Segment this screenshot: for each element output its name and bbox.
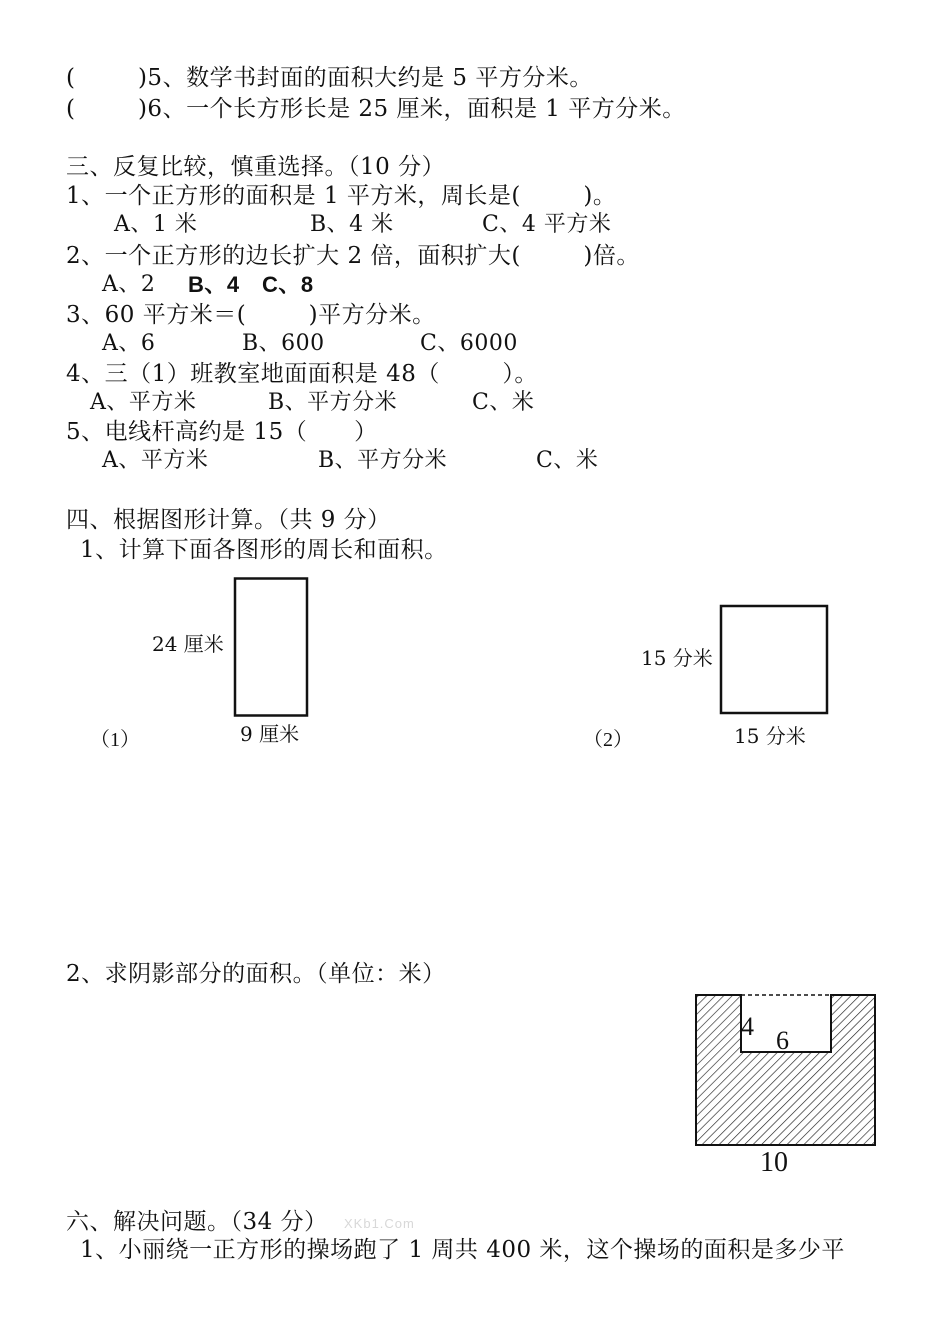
s3-q3-stem: 3、60 平方米＝( )平方分米。 <box>66 302 436 328</box>
figure2-height-label: 15 分米 <box>641 646 713 670</box>
figure2-square <box>718 604 830 716</box>
section3-title: 三、反复比较，慎重选择。（10 分） <box>66 154 446 180</box>
figure1-width-label: 9 厘米 <box>240 722 300 746</box>
section4-title: 四、根据图形计算。（共 9 分） <box>66 507 391 533</box>
s3-q1-stem: 1、一个正方形的面积是 1 平方米，周长是( )。 <box>66 183 617 209</box>
judgement-q5: ( )5、数学书封面的面积大约是 5 平方分米。 <box>66 65 593 91</box>
s3-q4-stem: 4、三（1）班教室地面面积是 48（ ）。 <box>66 361 538 387</box>
s3-q3-option-c: C、6000 <box>420 331 518 356</box>
s3-q4-option-c: C、米 <box>472 390 535 415</box>
shaded-region <box>696 995 875 1145</box>
figure1-number: （1） <box>90 729 140 751</box>
s3-q2-option-c: C、8 <box>262 272 314 297</box>
s3-q3-option-a: A、6 <box>102 331 156 356</box>
section6-title: 六、解决问题。（34 分） <box>66 1209 328 1235</box>
s3-q5-option-a: A、平方米 <box>102 448 209 473</box>
shaded-area-figure <box>693 992 878 1150</box>
judgement-q6: ( )6、一个长方形长是 25 厘米，面积是 1 平方分米。 <box>66 96 686 122</box>
watermark-text: XKb1.Com <box>344 1216 415 1231</box>
s3-q4-option-a: A、平方米 <box>90 390 197 415</box>
s3-q2-option-b: B、4 <box>188 272 240 297</box>
s3-q1-option-b: B、4 米 <box>310 212 394 237</box>
s3-q5-stem: 5、电线杆高约是 15（ ） <box>66 419 378 445</box>
figure2-number: （2） <box>583 729 633 751</box>
shaded-inner-width-label: 6 <box>776 1026 789 1055</box>
s3-q5-option-b: B、平方分米 <box>318 448 448 473</box>
s3-q2-option-a: A、2 <box>102 272 156 297</box>
figure2-width-label: 15 分米 <box>734 724 806 748</box>
s6-q1-text: 1、小丽绕一正方形的操场跑了 1 周共 400 米，这个操场的面积是多少平 <box>80 1237 845 1263</box>
shaded-outer-width-label: 10 <box>760 1147 788 1178</box>
s4-q1-text: 1、计算下面各图形的周长和面积。 <box>80 537 448 563</box>
s3-q2-stem: 2、一个正方形的边长扩大 2 倍，面积扩大( )倍。 <box>66 243 640 269</box>
s3-q1-option-a: A、1 米 <box>114 212 198 237</box>
s4-q2-text: 2、求阴影部分的面积。（单位：米） <box>66 961 446 987</box>
s3-q1-option-c: C、4 平方米 <box>482 212 612 237</box>
figure1-height-label: 24 厘米 <box>152 632 224 656</box>
s3-q3-option-b: B、600 <box>242 331 325 356</box>
shaded-inner-height-label: 4 <box>741 1012 754 1041</box>
s3-q4-option-b: B、平方分米 <box>268 390 398 415</box>
s3-q5-option-c: C、米 <box>536 448 599 473</box>
figure1-rectangle <box>232 577 312 717</box>
